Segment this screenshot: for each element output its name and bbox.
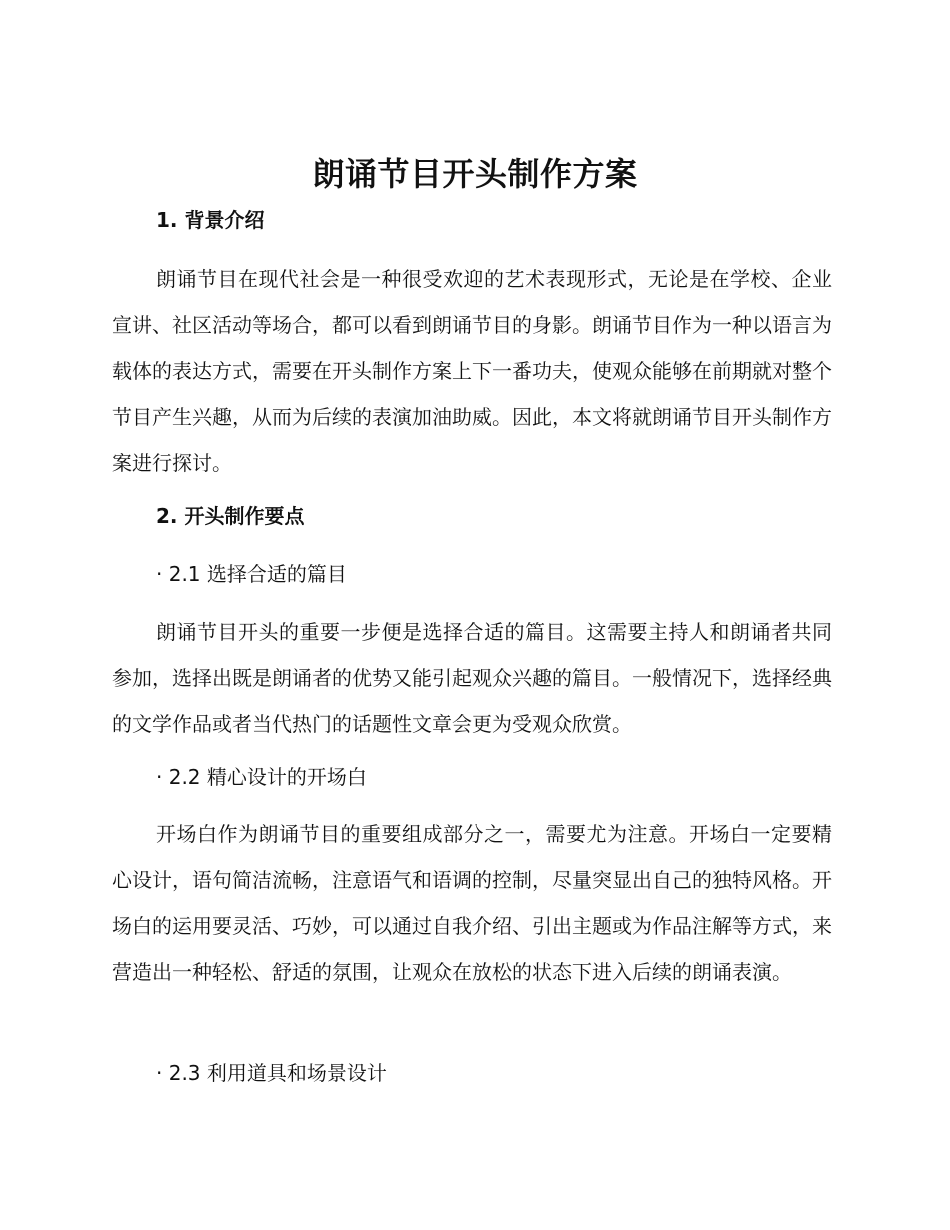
section-heading-opening-points: 2. 开头制作要点 bbox=[156, 504, 305, 528]
paragraph-2-1: 朗诵节目开头的重要一步便是选择合适的篇目。这需要主持人和朗诵者共同参加，选择出既是朗诵者的优势又能引起观众兴趣的篇目。一般情况下，选择经典的文学作品或者当代热门的话题性文章会更为受观众欣赏。 bbox=[112, 620, 832, 736]
subsection-label-2-2: · 2.2 精心设计的开场白 bbox=[156, 765, 367, 789]
document-title: 朗诵节目开头制作方案 bbox=[312, 155, 638, 193]
paragraph-background: 朗诵节目在现代社会是一种很受欢迎的艺术表现形式，无论是在学校、企业宣讲、社区活动等场合，都可以看到朗诵节目的身影。朗诵节目作为一种以语言为载体的表达方式，需要在开头制作方案上下一番功夫，使观众能够在前期就对整个节目产生兴趣，从而为后续的表演加油助威。因此，本文将就朗诵节目开头制作方案进行探讨。 bbox=[112, 267, 832, 475]
subsection-label-2-1: · 2.1 选择合适的篇目 bbox=[156, 562, 347, 586]
subsection-label-2-3: · 2.3 利用道具和场景设计 bbox=[156, 1061, 387, 1085]
section-heading-background: 1. 背景介绍 bbox=[156, 208, 265, 232]
paragraph-2-2: 开场白作为朗诵节目的重要组成部分之一，需要尤为注意。开场白一定要精心设计，语句简洁流畅，注意语气和语调的控制，尽量突显出自己的独特风格。开场白的运用要灵活、巧妙，可以通过自我介绍、引出主题或为作品注解等方式，来营造出一种轻松、舒适的氛围，让观众在放松的状态下进入后续的朗诵表演。 bbox=[112, 822, 832, 984]
